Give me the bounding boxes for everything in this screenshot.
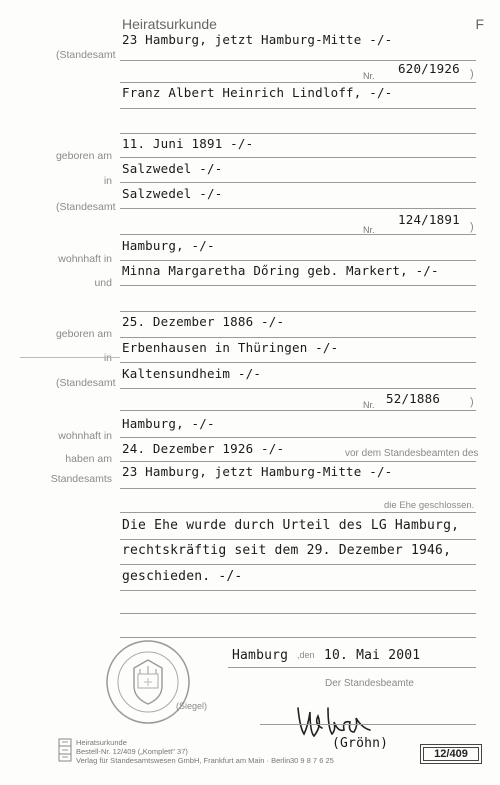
- print-codes: 30 9 8 7 6 25: [290, 756, 334, 765]
- closing-paren: ): [470, 221, 474, 233]
- form-number-box: [420, 744, 482, 764]
- groom-nr-label: Nr.: [363, 71, 375, 81]
- rule: [120, 337, 476, 338]
- rule: [120, 82, 476, 83]
- groom-standesamt-value: 23 Hamburg, jetzt Hamburg-Mitte -/-: [122, 32, 393, 47]
- groom-name: Franz Albert Heinrich Lindloff, -/-: [122, 85, 393, 100]
- marriage-date-label: haben am: [65, 453, 112, 465]
- groom-birth-nr-label: Nr.: [363, 225, 375, 235]
- groom-birth-standesamt-label: (Standesamt: [56, 201, 116, 213]
- rule: [120, 613, 476, 614]
- footer-line: Bestell-Nr. 12/409 („Komplett" 37): [76, 747, 188, 756]
- rule: [120, 437, 476, 438]
- closing-paren: ): [470, 396, 474, 408]
- groom-born-label: geboren am: [55, 150, 112, 162]
- groom-register-nr: 620/1926: [398, 61, 460, 76]
- bride-birth-standesamt-label: (Standesamt: [56, 377, 116, 389]
- official-seal: [104, 638, 192, 731]
- groom-birth-place: Salzwedel -/-: [122, 161, 223, 176]
- groom-birth-register-nr: 124/1891: [398, 212, 460, 227]
- bride-born-label: geboren am: [55, 328, 112, 340]
- rule: [120, 564, 476, 565]
- groom-in-label: in: [103, 175, 112, 187]
- closing-paren: ): [470, 68, 474, 80]
- form-letter: F: [475, 16, 484, 32]
- footer-line: Verlag für Standesamtswesen GmbH, Frankfurt am Main · Berlin: [76, 756, 291, 765]
- groom-birth-standesamt: Salzwedel -/-: [122, 186, 223, 201]
- fold-line: [20, 357, 120, 358]
- bride-birth-register-nr: 52/1886: [386, 391, 441, 406]
- bride-birth-standesamt: Kaltensundheim -/-: [122, 366, 262, 381]
- bride-birth-nr-label: Nr.: [363, 400, 375, 410]
- document-title: Heiratsurkunde: [122, 16, 217, 32]
- remark-line: geschieden. -/-: [122, 569, 243, 584]
- publisher-logo-icon: [58, 738, 72, 767]
- rule: [120, 488, 476, 489]
- bride-birth-place: Erbenhausen in Thüringen -/-: [122, 340, 339, 355]
- rule: [260, 724, 476, 725]
- rule: [120, 234, 476, 235]
- before-registrar-text: vor dem Standesbeamten des: [345, 448, 479, 459]
- bride-in-label: in: [103, 352, 112, 364]
- remark-line: rechtskräftig seit dem 29. Dezember 1946,: [122, 543, 452, 558]
- form-number: 12/409: [434, 748, 468, 760]
- and-label: und: [94, 277, 112, 289]
- rule: [228, 667, 476, 668]
- rule: [120, 208, 476, 209]
- bride-name: Minna Margaretha Dőring geb. Markert, -/-: [122, 263, 439, 278]
- groom-standesamt-label: (Standesamt: [56, 49, 116, 61]
- rule: [120, 590, 476, 591]
- registrar-name: (Gröhn): [332, 736, 389, 751]
- remark-line: Die Ehe wurde durch Urteil des LG Hamburg,: [122, 518, 460, 533]
- seal-label: (Siegel): [176, 701, 208, 711]
- rule: [120, 539, 476, 540]
- issue-date: 10. Mai 2001: [324, 648, 421, 663]
- rule: [120, 133, 476, 134]
- registrar-label: Der Standesbeamte: [325, 678, 414, 689]
- groom-birth-date: 11. Juni 1891 -/-: [122, 136, 254, 151]
- rule: [120, 461, 476, 462]
- rule: [120, 311, 476, 312]
- marriage-concluded-text: die Ehe geschlossen.: [384, 500, 475, 511]
- rule: [120, 362, 476, 363]
- groom-residence-label: wohnhaft in: [58, 253, 112, 265]
- marriage-office: 23 Hamburg, jetzt Hamburg-Mitte -/-: [122, 464, 393, 479]
- rule: [120, 285, 476, 286]
- rule: [120, 157, 476, 158]
- den-label: ,den: [297, 650, 315, 660]
- issue-place: Hamburg: [232, 648, 289, 663]
- bride-birth-date: 25. Dezember 1886 -/-: [122, 314, 285, 329]
- marriage-date: 24. Dezember 1926 -/-: [122, 441, 285, 456]
- marriage-office-label: Standesamts: [50, 473, 112, 485]
- footer-line: Heiratsurkunde: [76, 738, 127, 747]
- rule: [120, 182, 476, 183]
- rule: [120, 108, 476, 109]
- bride-residence-label: wohnhaft in: [58, 430, 112, 442]
- rule: [120, 388, 476, 389]
- bride-residence: Hamburg, -/-: [122, 416, 215, 431]
- rule: [120, 410, 476, 411]
- rule: [120, 512, 476, 513]
- groom-residence: Hamburg, -/-: [122, 238, 215, 253]
- rule: [120, 260, 476, 261]
